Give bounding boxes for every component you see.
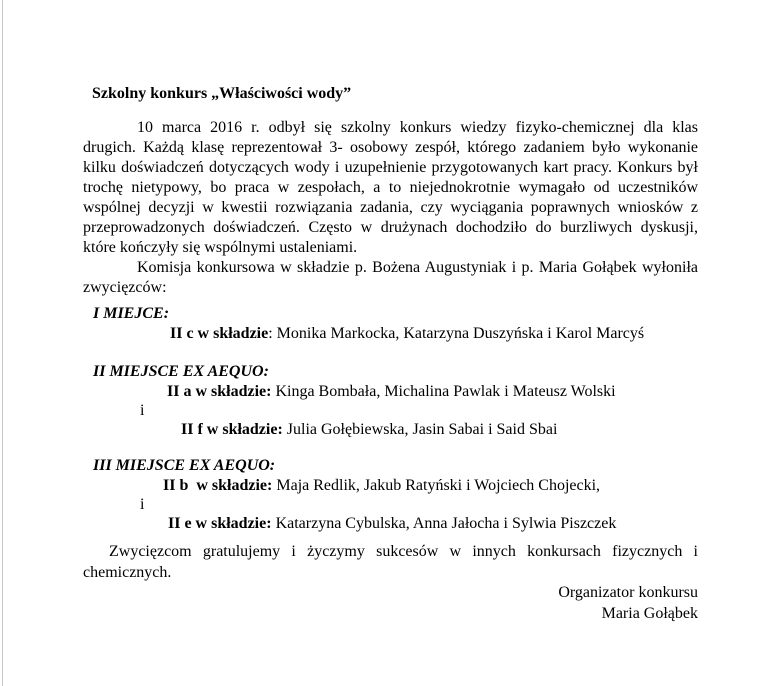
result-section-first-place	[83, 304, 698, 343]
result-section-third-place	[83, 456, 698, 533]
team-members: Kinga Bombała, Michalina Pawlak i Mateusz Wolski	[271, 383, 616, 400]
team-members: : Monika Markocka, Katarzyna Duszyńska i Karol Marcyś	[268, 325, 645, 342]
winner-line	[83, 324, 698, 343]
team-label: II c w składzie	[170, 325, 269, 342]
document-page	[83, 0, 698, 624]
winner-line	[83, 476, 698, 495]
intro-paragraph: 10 marca 2016 r. odbył się szkolny konkurs wiedzy fizyko-chemicznej dla klas drugich. Każdą klasę reprezentował 3- osobowy zespół, którego zadaniem było wykonanie kilku doświadczeń dotyczących wody i uzupełnienie przygotowanych kart pracy. Konkurs był trochę nietypowy, bo praca w zespołach, a to niejednokrotnie wymagało od uczestników wspólnej decyzji w kwestii rozwiązania zadania, czy wyciągania poprawnych wniosków z przeprowadzonych doświadczeń. Często w drużynach dochodziło do burzliwych dyskusji, które kończyły się wspólnymi ustaleniami.	[83, 119, 698, 256]
document-title: Szkolny konkurs „Właściwości wody”	[92, 85, 352, 102]
connector-line: i	[140, 402, 145, 419]
team-members: Katarzyna Cybulska, Anna Jałocha i Sylwia Piszczek	[271, 515, 617, 532]
winner-line	[83, 420, 698, 439]
team-label: II a w składzie:	[167, 383, 272, 400]
winner-line	[83, 514, 698, 533]
team-members: Maja Redlik, Jakub Ratyński i Wojciech Chojecki,	[272, 477, 601, 494]
place-heading: I MIEJCE:	[93, 305, 170, 322]
committee-paragraph: Komisja konkursowa w składzie p. Bożena Augustyniak i p. Maria Gołąbek wyłoniła zwycięzców:	[83, 259, 698, 296]
closing-paragraph: Zwycięzcom gratulujemy i życzymy sukcesów w innych konkursach fizycznych i chemicznych.	[83, 543, 698, 581]
place-heading: III MIEJSCE EX AEQUO:	[93, 457, 276, 474]
signature-role: Organizator konkursu	[558, 584, 698, 601]
team-label: II e w składzie:	[168, 515, 272, 532]
team-members: Julia Gołębiewska, Jasin Sabai i Said Sbai	[282, 421, 558, 438]
place-heading: II MIEJSCE EX AEQUO:	[93, 363, 269, 380]
team-label: II f w składzie:	[181, 421, 283, 438]
connector-line: i	[140, 496, 145, 513]
result-section-second-place	[83, 362, 698, 439]
signature-name: Maria Gołąbek	[601, 604, 698, 622]
winner-line	[83, 382, 698, 401]
page-left-edge-rule	[2, 0, 3, 686]
team-label: II b w składzie:	[163, 477, 273, 494]
